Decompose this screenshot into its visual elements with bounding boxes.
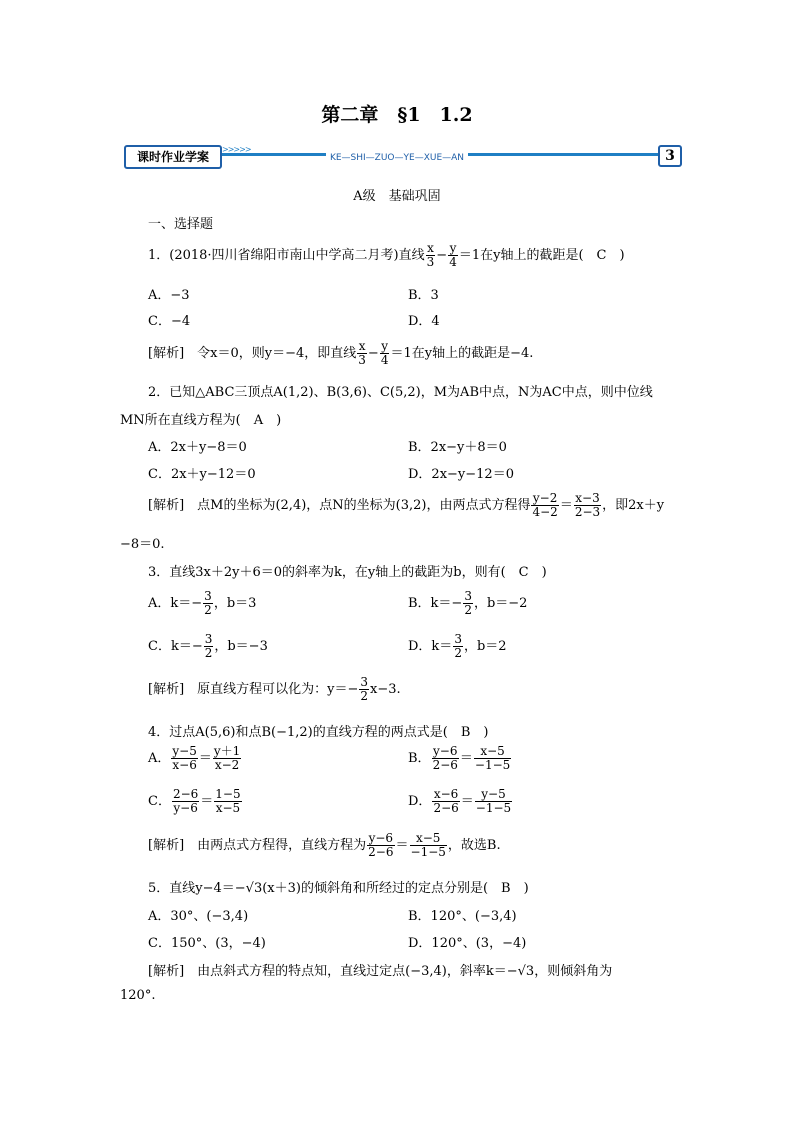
q3-option-b: B．k＝− $\frac{3}{2}$ ，b＝−2 [408, 589, 528, 617]
q1-option-b: B．3 [408, 288, 439, 303]
q5-option-a: A．30°、(−3,4) [148, 909, 249, 924]
q4-option-d: D． $\frac{x-6}{2-6}$ ＝ $\frac{y-5}{-1-5}$ [408, 787, 512, 815]
q5-option-c: C．150°、(3，−4) [148, 936, 266, 951]
q4-option-c: C． $\frac{2-6}{y-6}$ ＝ $\frac{1-5}{x-5}$ [148, 787, 241, 815]
q1-option-a: A．−3 [148, 288, 190, 303]
q1-stem: 1．(2018·四川省绵阳市南山中学高二月考)直线 $\frac{x}{3}$ − $\frac{y}{4}$ ＝1在y轴上的截距是( C ) [148, 241, 625, 269]
banner-label: 课时作业学案 [124, 145, 222, 169]
q2-option-a: A．2x＋y−8＝0 [148, 440, 247, 455]
q3-stem: 3．直线3x＋2y＋6＝0的斜率为k，在y轴上的截距为b，则有( C ) [148, 565, 547, 580]
q4-option-b: B． $\frac{y-6}{2-6}$ ＝ $\frac{x-5}{-1-5}$ [408, 744, 511, 772]
q5-analysis-line2: 120°. [120, 988, 156, 1003]
q3-option-a: A．k＝− $\frac{3}{2}$ ，b＝3 [148, 589, 257, 617]
q3-option-d: D．k＝ $\frac{3}{2}$ ，b＝2 [408, 632, 507, 660]
banner-number-badge: 3 [658, 145, 682, 167]
q5-analysis: [解析] 由点斜式方程的特点知，直线过定点(−3,4)，斜率k＝−√3，则倾斜角为 [148, 964, 613, 979]
q2-analysis: [解析] 点M的坐标为(2,4)，点N的坐标为(3,2)，由两点式方程得 $\frac{y-2}{4-2}$ ＝ $\frac{x-3}{2-3}$ ，即2x＋y [148, 491, 665, 519]
section-heading: 一、选择题 [148, 217, 214, 232]
q5-option-b: B．120°、(−3,4) [408, 909, 517, 924]
q3-option-c: C．k＝− $\frac{3}{2}$ ，b＝−3 [148, 632, 268, 660]
level-heading: A级 基础巩固 [353, 189, 441, 204]
q4-analysis: [解析] 由两点式方程得，直线方程为 $\frac{y-6}{2-6}$ ＝ $\frac{x-5}{-1-5}$ ，故选B. [148, 831, 501, 859]
q2-analysis-line2: −8＝0. [120, 537, 165, 552]
q2-option-c: C．2x＋y−12＝0 [148, 467, 256, 482]
q1-option-c: C．−4 [148, 314, 191, 329]
q5-stem: 5．直线y−4＝−√3(x＋3)的倾斜角和所经过的定点分别是( B ) [148, 881, 529, 896]
banner-pinyin: KE—SHI—ZUO—YE—XUE—AN [0, 149, 794, 164]
q1-option-d: D．4 [408, 314, 440, 329]
q3-analysis: [解析] 原直线方程可以化为：y＝− $\frac{3}{2}$ x−3. [148, 675, 401, 703]
q2-stem-line1: 2．已知△ABC三顶点A(1,2)、B(3,6)、C(5,2)，M为AB中点，N为AC中点，则中位线 [148, 385, 653, 400]
q4-stem: 4．过点A(5,6)和点B(−1,2)的直线方程的两点式是( B ) [148, 725, 489, 740]
q1-analysis: [解析] 令x＝0，则y＝−4，即直线 $\frac{x}{3}$ − $\frac{y}{4}$ ＝1在y轴上的截距是−4. [148, 339, 534, 367]
page-title: 第二章 §1 1.2 [321, 104, 473, 126]
q2-option-d: D．2x−y−12＝0 [408, 467, 514, 482]
q5-option-d: D．120°、(3，−4) [408, 936, 527, 951]
q2-stem-line2: MN所在直线方程为( A ) [120, 413, 282, 428]
banner-arrows: >>>>> [222, 145, 251, 154]
q4-option-a: A． $\frac{y-5}{x-6}$ ＝ $\frac{y+1}{x-2}$ [148, 744, 241, 772]
q2-option-b: B．2x−y＋8＝0 [408, 440, 507, 455]
